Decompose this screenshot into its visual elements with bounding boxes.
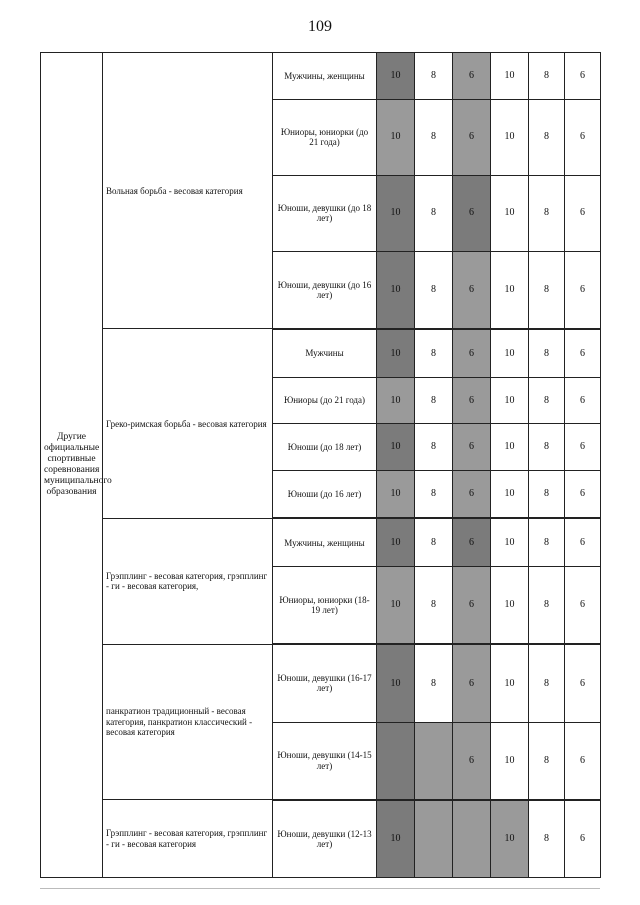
points-cell: 8: [529, 722, 565, 800]
points-cell: 6: [453, 175, 491, 251]
points-cell: [415, 722, 453, 800]
table-row: [41, 800, 601, 878]
points-cell: 8: [415, 567, 453, 645]
points-cell: 8: [529, 377, 565, 424]
points-cell: 10: [491, 567, 529, 645]
table-row: [41, 329, 601, 377]
points-cell: 8: [415, 251, 453, 329]
points-cell: 6: [565, 567, 601, 645]
points-cell: 6: [565, 470, 601, 518]
points-cell: [415, 800, 453, 878]
points-cell: 10: [377, 644, 415, 722]
points-cell: 8: [529, 251, 565, 329]
points-cell: 8: [529, 329, 565, 377]
points-cell: 6: [565, 175, 601, 251]
points-cell: 8: [415, 329, 453, 377]
points-cell: 6: [453, 644, 491, 722]
discipline-cell: Грэпплинг - весовая категория, грэпплинг - ги - весовая категория: [103, 800, 273, 878]
points-cell: 8: [529, 99, 565, 175]
points-cell: 8: [529, 53, 565, 100]
points-cell: 8: [529, 567, 565, 645]
points-cell: 10: [491, 99, 529, 175]
discipline-cell: Грэпплинг - весовая категория, грэпплинг - ги - весовая категория,: [103, 518, 273, 644]
points-cell: 10: [377, 251, 415, 329]
points-cell: 8: [529, 424, 565, 471]
points-cell: 6: [453, 329, 491, 377]
points-cell: 6: [565, 377, 601, 424]
points-cell: 10: [491, 175, 529, 251]
age-group-cell: Юниоры, юниорки (18-19 лет): [273, 567, 377, 645]
age-group-cell: Юноши, девушки (14-15 лет): [273, 722, 377, 800]
points-cell: 8: [415, 377, 453, 424]
points-cell: 6: [453, 377, 491, 424]
points-cell: 6: [453, 518, 491, 566]
points-cell: 6: [453, 722, 491, 800]
points-cell: 10: [491, 644, 529, 722]
discipline-cell: Греко-римская борьба - весовая категория: [103, 329, 273, 519]
points-cell: 8: [529, 800, 565, 878]
points-cell: 10: [491, 470, 529, 518]
points-cell: 10: [491, 424, 529, 471]
points-cell: 10: [377, 377, 415, 424]
points-cell: 8: [529, 175, 565, 251]
points-cell: [377, 722, 415, 800]
points-cell: 10: [377, 424, 415, 471]
points-cell: 8: [529, 470, 565, 518]
results-table: [40, 52, 601, 878]
points-cell: 6: [565, 99, 601, 175]
table-row: [41, 644, 601, 722]
age-group-cell: Мужчины, женщины: [273, 518, 377, 566]
points-cell: 10: [377, 175, 415, 251]
points-cell: 8: [415, 470, 453, 518]
age-group-cell: Юноши (до 16 лет): [273, 470, 377, 518]
points-cell: 10: [491, 518, 529, 566]
discipline-cell: Вольная борьба - весовая категория: [103, 53, 273, 329]
points-cell: 10: [491, 329, 529, 377]
section-title: Другие официальные спортивные соревнования муниципального образования: [41, 53, 103, 878]
points-cell: 6: [565, 518, 601, 566]
points-cell: 10: [491, 377, 529, 424]
points-cell: 8: [529, 518, 565, 566]
points-cell: 6: [565, 251, 601, 329]
points-cell: 6: [565, 644, 601, 722]
points-cell: 6: [453, 470, 491, 518]
age-group-cell: Юноши (до 18 лет): [273, 424, 377, 471]
points-cell: 6: [453, 251, 491, 329]
age-group-cell: Юноши, девушки (до 18 лет): [273, 175, 377, 251]
footer-rule: [40, 888, 600, 889]
points-cell: 8: [415, 518, 453, 566]
points-cell: [453, 800, 491, 878]
points-cell: 10: [377, 518, 415, 566]
points-cell: 6: [565, 53, 601, 100]
points-cell: 8: [415, 175, 453, 251]
age-group-cell: Юноши, девушки (16-17 лет): [273, 644, 377, 722]
table-body: [41, 53, 601, 878]
table-row: [41, 53, 601, 100]
points-cell: 6: [453, 567, 491, 645]
points-cell: 8: [415, 424, 453, 471]
points-cell: 10: [377, 329, 415, 377]
points-cell: 10: [377, 99, 415, 175]
points-cell: 10: [491, 251, 529, 329]
points-cell: 8: [415, 644, 453, 722]
discipline-cell: панкратион традиционный - весовая категория, панкратион классический - весовая категория: [103, 644, 273, 799]
age-group-cell: Мужчины: [273, 329, 377, 377]
points-cell: 6: [565, 722, 601, 800]
points-cell: 8: [529, 644, 565, 722]
points-cell: 10: [491, 53, 529, 100]
points-cell: 10: [491, 800, 529, 878]
points-cell: 6: [453, 99, 491, 175]
points-cell: 6: [453, 424, 491, 471]
page-number: 109: [308, 18, 332, 35]
age-group-cell: Юноши, девушки (12-13 лет): [273, 800, 377, 878]
points-cell: 10: [377, 53, 415, 100]
points-cell: 10: [377, 800, 415, 878]
points-cell: 6: [565, 800, 601, 878]
results-table-container: [40, 52, 600, 878]
points-cell: 10: [491, 722, 529, 800]
age-group-cell: Юноши, девушки (до 16 лет): [273, 251, 377, 329]
age-group-cell: Юниоры (до 21 года): [273, 377, 377, 424]
table-row: [41, 518, 601, 566]
points-cell: 8: [415, 53, 453, 100]
points-cell: 6: [453, 53, 491, 100]
points-cell: 8: [415, 99, 453, 175]
age-group-cell: Юниоры, юниорки (до 21 года): [273, 99, 377, 175]
points-cell: 6: [565, 424, 601, 471]
age-group-cell: Мужчины, женщины: [273, 53, 377, 100]
points-cell: 10: [377, 567, 415, 645]
points-cell: 10: [377, 470, 415, 518]
points-cell: 6: [565, 329, 601, 377]
